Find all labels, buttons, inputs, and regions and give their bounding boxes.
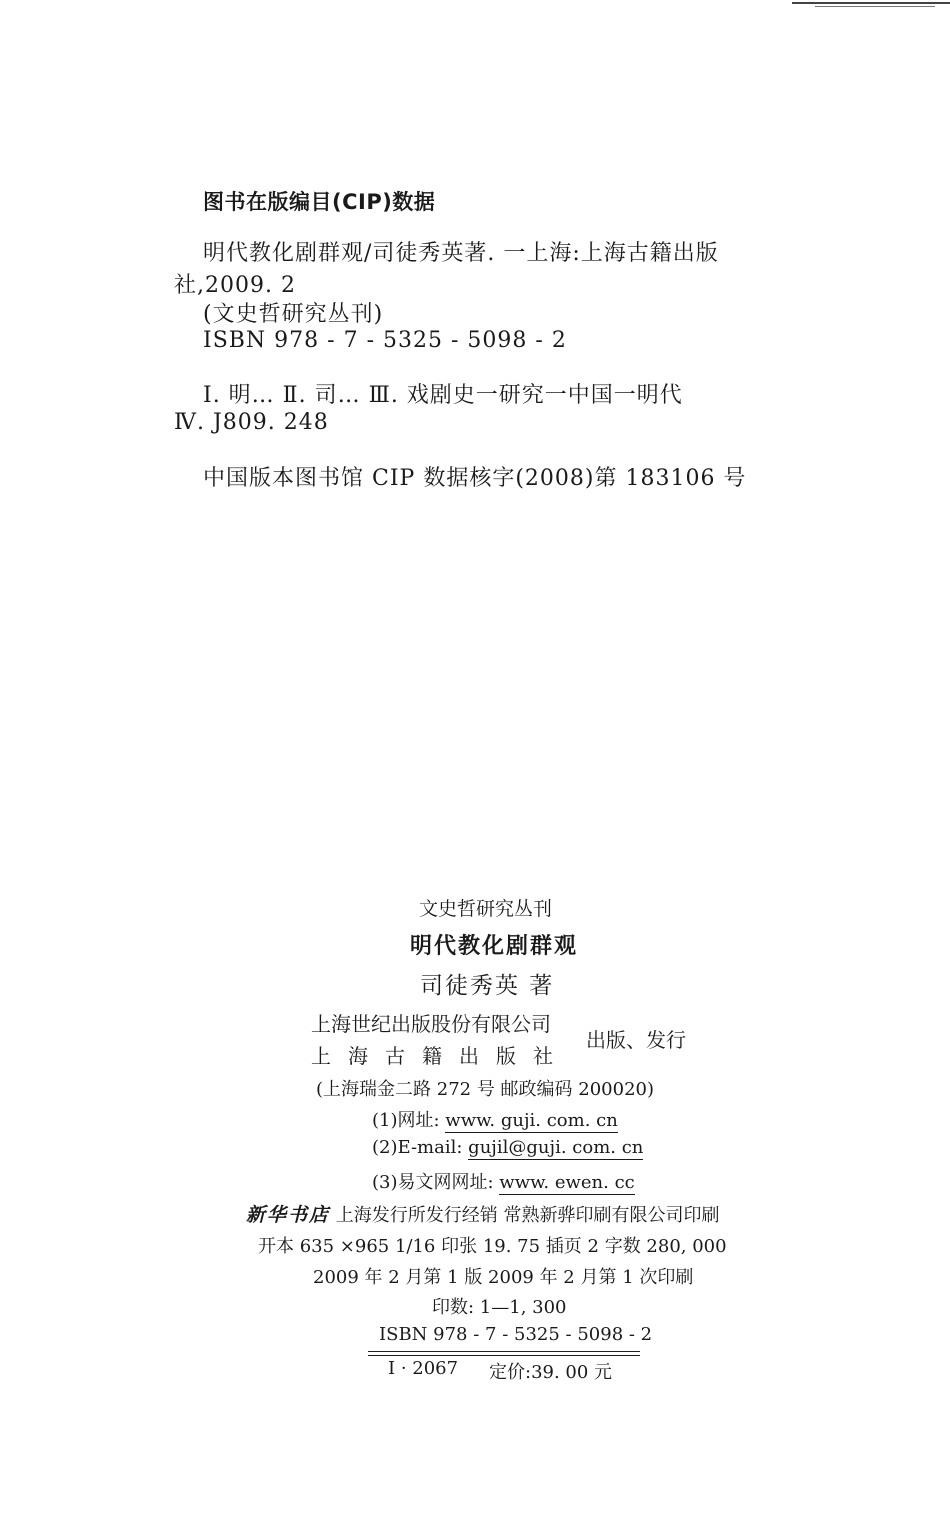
- series-name: 文史哲研究丛刊: [419, 898, 553, 920]
- email-line: [372, 1137, 643, 1158]
- xinhua-bookstore-logo: 新华书店: [246, 1204, 331, 1226]
- divider: [368, 1351, 640, 1352]
- website-line: [372, 1106, 618, 1132]
- distribution-text: 上海发行所发行经销 常熟新骅印刷有限公司印刷: [335, 1205, 720, 1226]
- website-link[interactable]: www. guji. com. cn: [445, 1110, 618, 1131]
- email-label: (2)E-mail:: [372, 1137, 463, 1158]
- website-label: (1)网址:: [372, 1110, 440, 1131]
- ewen-line: [372, 1168, 635, 1194]
- cip-line: (文史哲研究丛刊): [203, 302, 384, 327]
- distribution-line: [246, 1200, 719, 1227]
- publish-role: 出版、发行: [586, 1028, 686, 1052]
- cip-line: Ⅳ. J809. 248: [174, 410, 329, 435]
- scan-edge-mark: [792, 2, 950, 4]
- classification-number: I · 2067: [388, 1358, 459, 1379]
- address-line: (上海瑞金二路 272 号 邮政编码 200020): [316, 1079, 654, 1100]
- print-run: 印数: 1—1, 300: [432, 1297, 567, 1318]
- ewen-label: (3)易文网网址:: [372, 1172, 494, 1193]
- email-link[interactable]: gujil@guji. com. cn: [468, 1137, 644, 1158]
- cip-line: 中国版本图书馆 CIP 数据核字(2008)第 183106 号: [203, 466, 747, 491]
- cip-line: Ⅰ. 明… Ⅱ. 司… Ⅲ. 戏剧史一研究一中国一明代: [203, 383, 683, 408]
- cip-line: ISBN 978 - 7 - 5325 - 5098 - 2: [203, 328, 567, 353]
- cip-line: 明代教化剧群观/司徒秀英著. 一上海:上海古籍出版: [203, 241, 719, 266]
- book-title: 明代教化剧群观: [410, 934, 579, 959]
- isbn-line: ISBN 978 - 7 - 5325 - 5098 - 2: [379, 1324, 653, 1345]
- divider: [368, 1355, 640, 1356]
- cip-heading: 图书在版编目(CIP)数据: [203, 190, 436, 214]
- author-line: 司徒秀英 著: [420, 973, 555, 999]
- publisher-name: 上海古籍出版社: [311, 1044, 570, 1068]
- publisher-name: 上海世纪出版股份有限公司: [311, 1012, 551, 1036]
- scan-edge-mark: [815, 6, 935, 7]
- price: 定价:39. 00 元: [489, 1362, 613, 1383]
- cip-line: 社,2009. 2: [174, 273, 296, 298]
- edition-line: 2009 年 2 月第 1 版 2009 年 2 月第 1 次印刷: [313, 1267, 694, 1288]
- ewen-link[interactable]: www. ewen. cc: [499, 1172, 635, 1193]
- specs-line: 开本 635 ×965 1/16 印张 19. 75 插页 2 字数 280, 000: [258, 1236, 727, 1257]
